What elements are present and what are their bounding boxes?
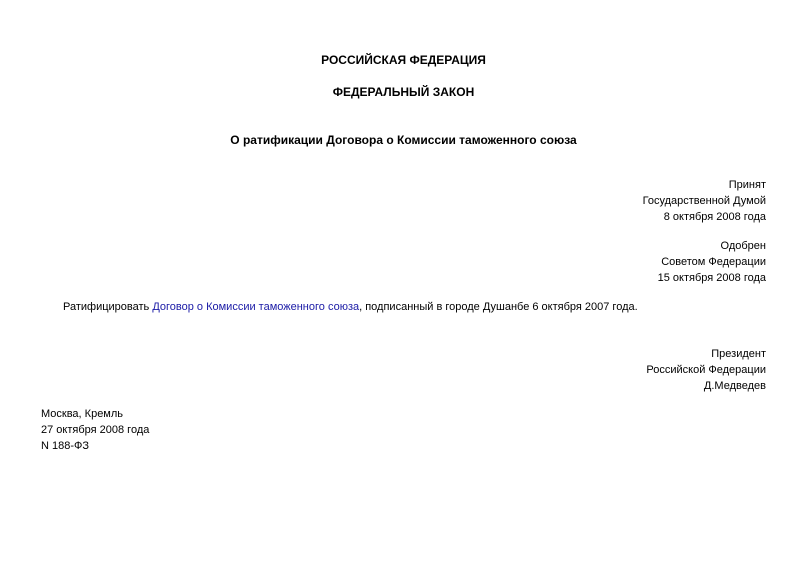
signature-office: Российской Федерации [646,364,766,376]
signature-block [646,346,766,394]
approval-body: Советом Федерации [661,256,766,268]
signing-date: 27 октября 2008 года [41,424,150,436]
signing-place: Москва, Кремль [41,408,124,420]
adoption-body: Государственной Думой [642,195,766,207]
adoption-date: 8 октября 2008 года [663,211,766,223]
law-title: О ратификации Договора о Комиссии таможенного союза [230,133,577,147]
approval-block [658,238,766,286]
approval-date: 15 октября 2008 года [657,272,766,284]
ratification-paragraph [63,299,638,315]
country-heading: РОССИЙСКАЯ ФЕДЕРАЦИЯ [321,53,486,67]
signature-name: Д.Медведев [703,380,766,392]
adoption-label: Принят [728,179,766,191]
treaty-link[interactable]: Договор о Комиссии таможенного союза [152,301,360,313]
adoption-block [643,177,766,225]
paragraph-prefix: Ратифицировать [63,301,153,313]
approval-label: Одобрен [720,240,766,252]
footer-block [41,406,149,454]
document-type-heading: ФЕДЕРАЛЬНЫЙ ЗАКОН [332,85,475,99]
signature-title: Президент [711,348,766,360]
paragraph-suffix: , подписанный в городе Душанбе 6 октября 2007 года. [359,301,638,313]
law-number: N 188-ФЗ [41,440,90,452]
